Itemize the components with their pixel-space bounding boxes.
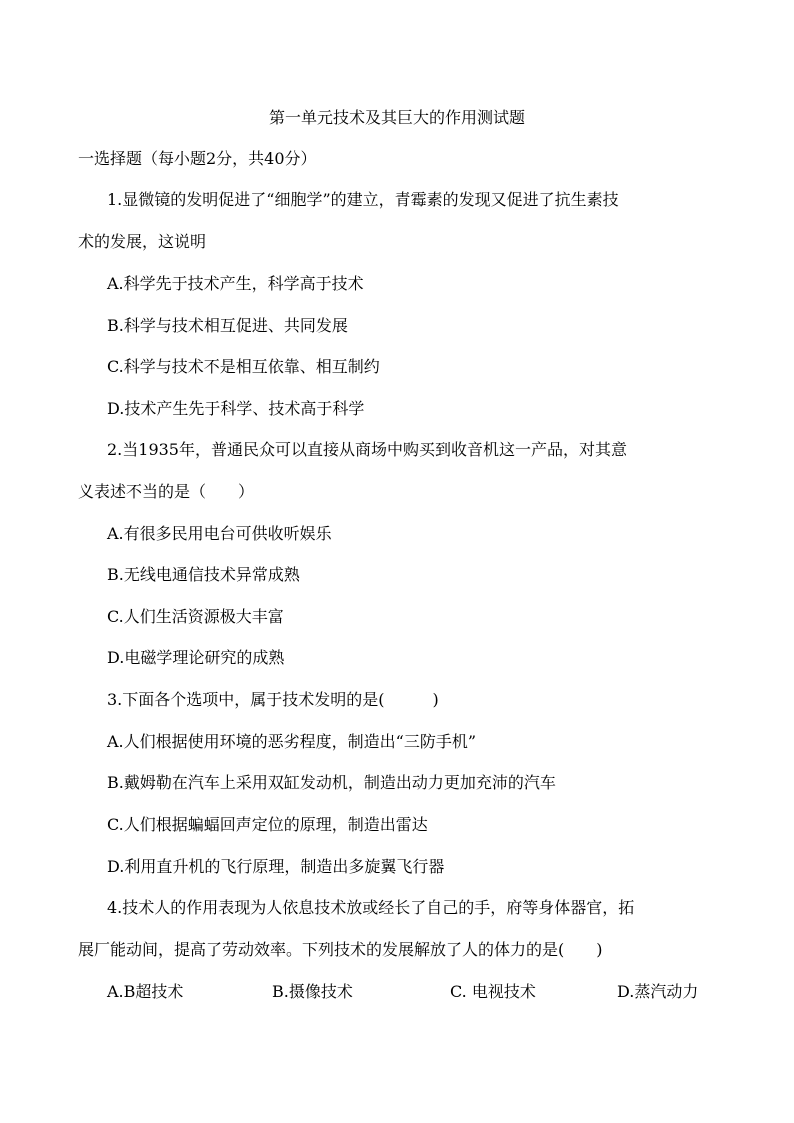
question-2-option-c: C.人们生活资源极大丰富 bbox=[107, 607, 284, 626]
question-3-option-a: A.人们根据使用环境的恶劣程度，制造出“三防手机” bbox=[107, 732, 477, 751]
document-title: 第一单元技术及其巨大的作用测试题 bbox=[268, 108, 525, 127]
question-1-line-2: 术的发展，这说明 bbox=[78, 232, 207, 251]
question-1-option-d: D.技术产生先于科学、技术高于科学 bbox=[107, 399, 365, 418]
question-4-line-2: 展厂能动间，提高了劳动效率。下列技术的发展解放了人的体力的是( ) bbox=[78, 940, 603, 959]
question-2-option-a: A.有很多民用电台可供收听娱乐 bbox=[107, 524, 332, 543]
question-2-line-1: 2.当1935年，普通民众可以直接从商场中购买到收音机这一产品，对其意 bbox=[107, 440, 627, 459]
question-2-line-2: 义表述不当的是（ ） bbox=[78, 482, 255, 501]
question-2-option-d: D.电磁学理论研究的成熟 bbox=[107, 648, 285, 667]
question-4-option-a: A.B超技术 bbox=[107, 982, 184, 1001]
question-3-option-b: B.戴姆勒在汽车上采用双缸发动机，制造出动力更加充沛的汽车 bbox=[107, 773, 556, 792]
question-1-option-b: B.科学与技术相互促进、共同发展 bbox=[107, 316, 348, 335]
question-1-option-a: A.科学先于技术产生，科学高于技术 bbox=[107, 274, 364, 293]
question-1-option-c: C.科学与技术不是相互依靠、相互制约 bbox=[107, 357, 380, 376]
question-4-option-c: C. 电视技术 bbox=[450, 982, 536, 1001]
question-3-option-c: C.人们根据蝙蝠回声定位的原理，制造出雷达 bbox=[107, 815, 428, 834]
section-heading: 一选择题（每小题2分，共40分） bbox=[78, 149, 317, 168]
question-4-options-row bbox=[107, 982, 747, 1002]
question-4-option-d: D.蒸汽动力 bbox=[617, 982, 699, 1001]
question-3-option-d: D.利用直升机的飞行原理，制造出多旋翼飞行器 bbox=[107, 857, 445, 876]
question-1-line-1: 1.显微镜的发明促进了“细胞学”的建立，青霉素的发现又促进了抗生素技 bbox=[107, 190, 619, 209]
question-2-option-b: B.无线电通信技术异常成熟 bbox=[107, 565, 300, 584]
question-4-option-b: B.摄像技术 bbox=[272, 982, 353, 1001]
question-4-line-1: 4.技术人的作用表现为人依息技术放或经长了自己的手，府等身体器官，拓 bbox=[107, 898, 635, 917]
question-3-line-1: 3.下面各个选项中，属于技术发明的是( ) bbox=[107, 690, 439, 709]
